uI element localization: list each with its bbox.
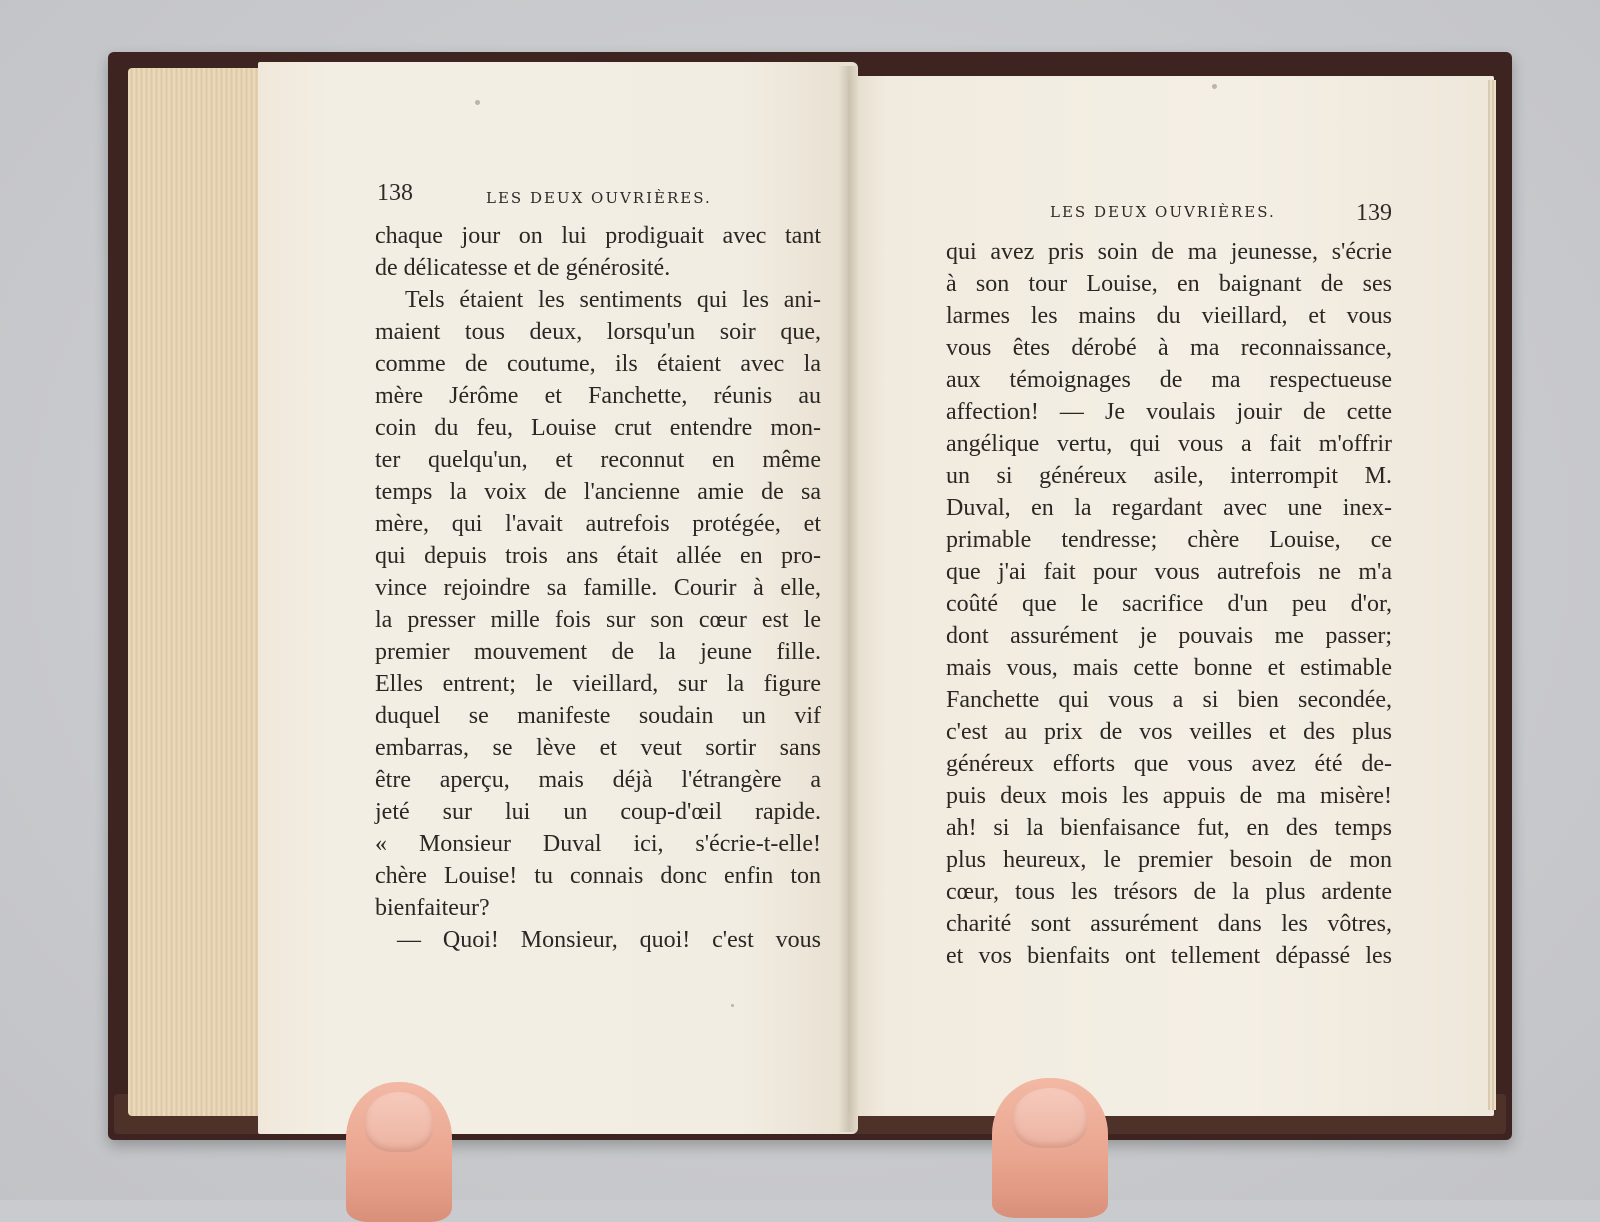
left-page-text — [375, 220, 821, 956]
text-line: mère Jérôme et Fanchette, réunis au — [375, 383, 821, 409]
text-line: vince rejoindre sa famille. Courir à elle, — [375, 575, 821, 601]
right-thumb — [992, 1078, 1108, 1218]
text-line: dont assurément je pouvais me passer; — [946, 623, 1392, 649]
paper-speck — [731, 1004, 734, 1007]
paper-speck — [1212, 84, 1217, 89]
text-line: « Monsieur Duval ici, s'écrie-t-elle! — [375, 831, 821, 857]
right-page-number: 139 — [1356, 200, 1392, 226]
text-line: — Quoi! Monsieur, quoi! c'est vous — [397, 927, 821, 953]
text-line: ah! si la bienfaisance fut, en des temps — [946, 815, 1392, 841]
text-line: généreux efforts que vous avez été de- — [946, 751, 1392, 777]
text-line: Fanchette qui vous a si bien secondée, — [946, 687, 1392, 713]
text-line: un si généreux asile, interrompit M. — [946, 463, 1392, 489]
text-line: de délicatesse et de générosité. — [375, 255, 671, 281]
text-line: vous êtes dérobé à ma reconnaissance, — [946, 335, 1392, 361]
left-running-head: LES DEUX OUVRIÈRES. — [486, 189, 712, 207]
text-line: chaque jour on lui prodiguait avec tant — [375, 223, 821, 249]
paper-speck — [475, 100, 480, 105]
text-line: à son tour Louise, en baignant de ses — [946, 271, 1392, 297]
text-line: temps la voix de l'ancienne amie de sa — [375, 479, 821, 505]
right-page-edges — [1488, 80, 1496, 1110]
text-line: coûté que le sacrifice d'un peu d'or, — [946, 591, 1392, 617]
text-line: duquel se manifeste soudain un vif — [375, 703, 821, 729]
text-line: chère Louise! tu connais donc enfin ton — [375, 863, 821, 889]
text-line: Elles entrent; le vieillard, sur la figure — [375, 671, 821, 697]
text-line: cœur, tous les trésors de la plus ardente — [946, 879, 1392, 905]
text-line: que j'ai fait pour vous autrefois ne m'a — [946, 559, 1392, 585]
text-line: mère, qui l'avait autrefois protégée, et — [375, 511, 821, 537]
text-line: premier mouvement de la jeune fille. — [375, 639, 821, 665]
text-line: mais vous, mais cette bonne et estimable — [946, 655, 1392, 681]
text-line: larmes les mains du vieillard, et vous — [946, 303, 1392, 329]
text-line: la presser mille fois sur son cœur est le — [375, 607, 821, 633]
text-line: et vos bienfaits ont tellement dépassé les — [946, 943, 1392, 969]
text-line: qui depuis trois ans était allée en pro- — [375, 543, 821, 569]
text-line: comme de coutume, ils étaient avec la — [375, 351, 821, 377]
text-line: affection! — Je voulais jouir de cette — [946, 399, 1392, 425]
text-line: bienfaiteur? — [375, 895, 490, 921]
text-line: embarras, se lève et veut sortir sans — [375, 735, 821, 761]
text-line: c'est au prix de vos veilles et des plus — [946, 719, 1392, 745]
text-line: jeté sur lui un coup-d'œil rapide. — [375, 799, 821, 825]
text-line: qui avez pris soin de ma jeunesse, s'écrie — [946, 239, 1392, 265]
text-line: Duval, en la regardant avec une inex- — [946, 495, 1392, 521]
left-page-number: 138 — [377, 180, 413, 206]
text-line: charité sont assurément dans les vôtres, — [946, 911, 1392, 937]
text-line: aux témoignages de ma respectueuse — [946, 367, 1392, 393]
text-line: Tels étaient les sentiments qui les ani- — [405, 287, 821, 313]
text-line: coin du feu, Louise crut entendre mon- — [375, 415, 821, 441]
thumbnail — [1013, 1088, 1087, 1148]
text-line: angélique vertu, qui vous a fait m'offrir — [946, 431, 1392, 457]
text-line: plus heureux, le premier besoin de mon — [946, 847, 1392, 873]
text-line: puis deux mois les appuis de ma misère! — [946, 783, 1392, 809]
page-block-edges — [128, 68, 264, 1116]
text-line: ter quelqu'un, et reconnut en même — [375, 447, 821, 473]
text-line: primable tendresse; chère Louise, ce — [946, 527, 1392, 553]
text-line: maient tous deux, lorsqu'un soir que, — [375, 319, 821, 345]
text-line: être aperçu, mais déjà l'étrangère a — [375, 767, 821, 793]
book-gutter — [838, 66, 860, 1132]
right-page-text — [946, 236, 1392, 972]
left-thumb — [346, 1082, 452, 1222]
right-running-head: LES DEUX OUVRIÈRES. — [1050, 203, 1276, 221]
thumbnail — [365, 1092, 433, 1152]
